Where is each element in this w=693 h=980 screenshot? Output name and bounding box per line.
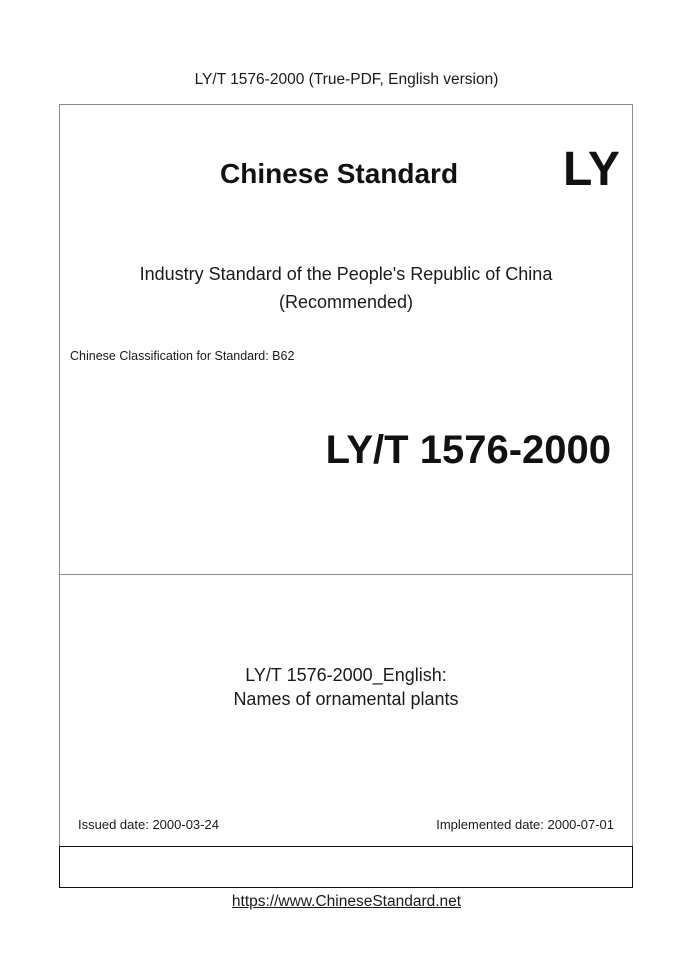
classification: Chinese Classification for Standard: B62 bbox=[70, 349, 295, 363]
cover-bottom-box bbox=[59, 846, 633, 888]
standard-number: LY/T 1576-2000 bbox=[325, 428, 611, 472]
industry-line-1: Industry Standard of the People's Republic of China bbox=[139, 264, 553, 284]
industry-statement bbox=[59, 260, 633, 316]
code-prefix: LY bbox=[563, 143, 620, 196]
footer-link[interactable]: https://www.ChineseStandard.net bbox=[231, 893, 462, 910]
document-title-line-2: Names of ornamental plants bbox=[233, 689, 459, 709]
standard-label: Chinese Standard bbox=[220, 158, 459, 189]
issued-date: Issued date: 2000-03-24 bbox=[78, 817, 219, 832]
page-header: LY/T 1576-2000 (True-PDF, English version) bbox=[194, 71, 499, 88]
implemented-date: Implemented date: 2000-07-01 bbox=[436, 817, 614, 832]
industry-line-2: (Recommended) bbox=[278, 292, 414, 312]
document-title-line-1: LY/T 1576-2000_English: bbox=[245, 665, 447, 685]
document-title bbox=[59, 663, 633, 711]
